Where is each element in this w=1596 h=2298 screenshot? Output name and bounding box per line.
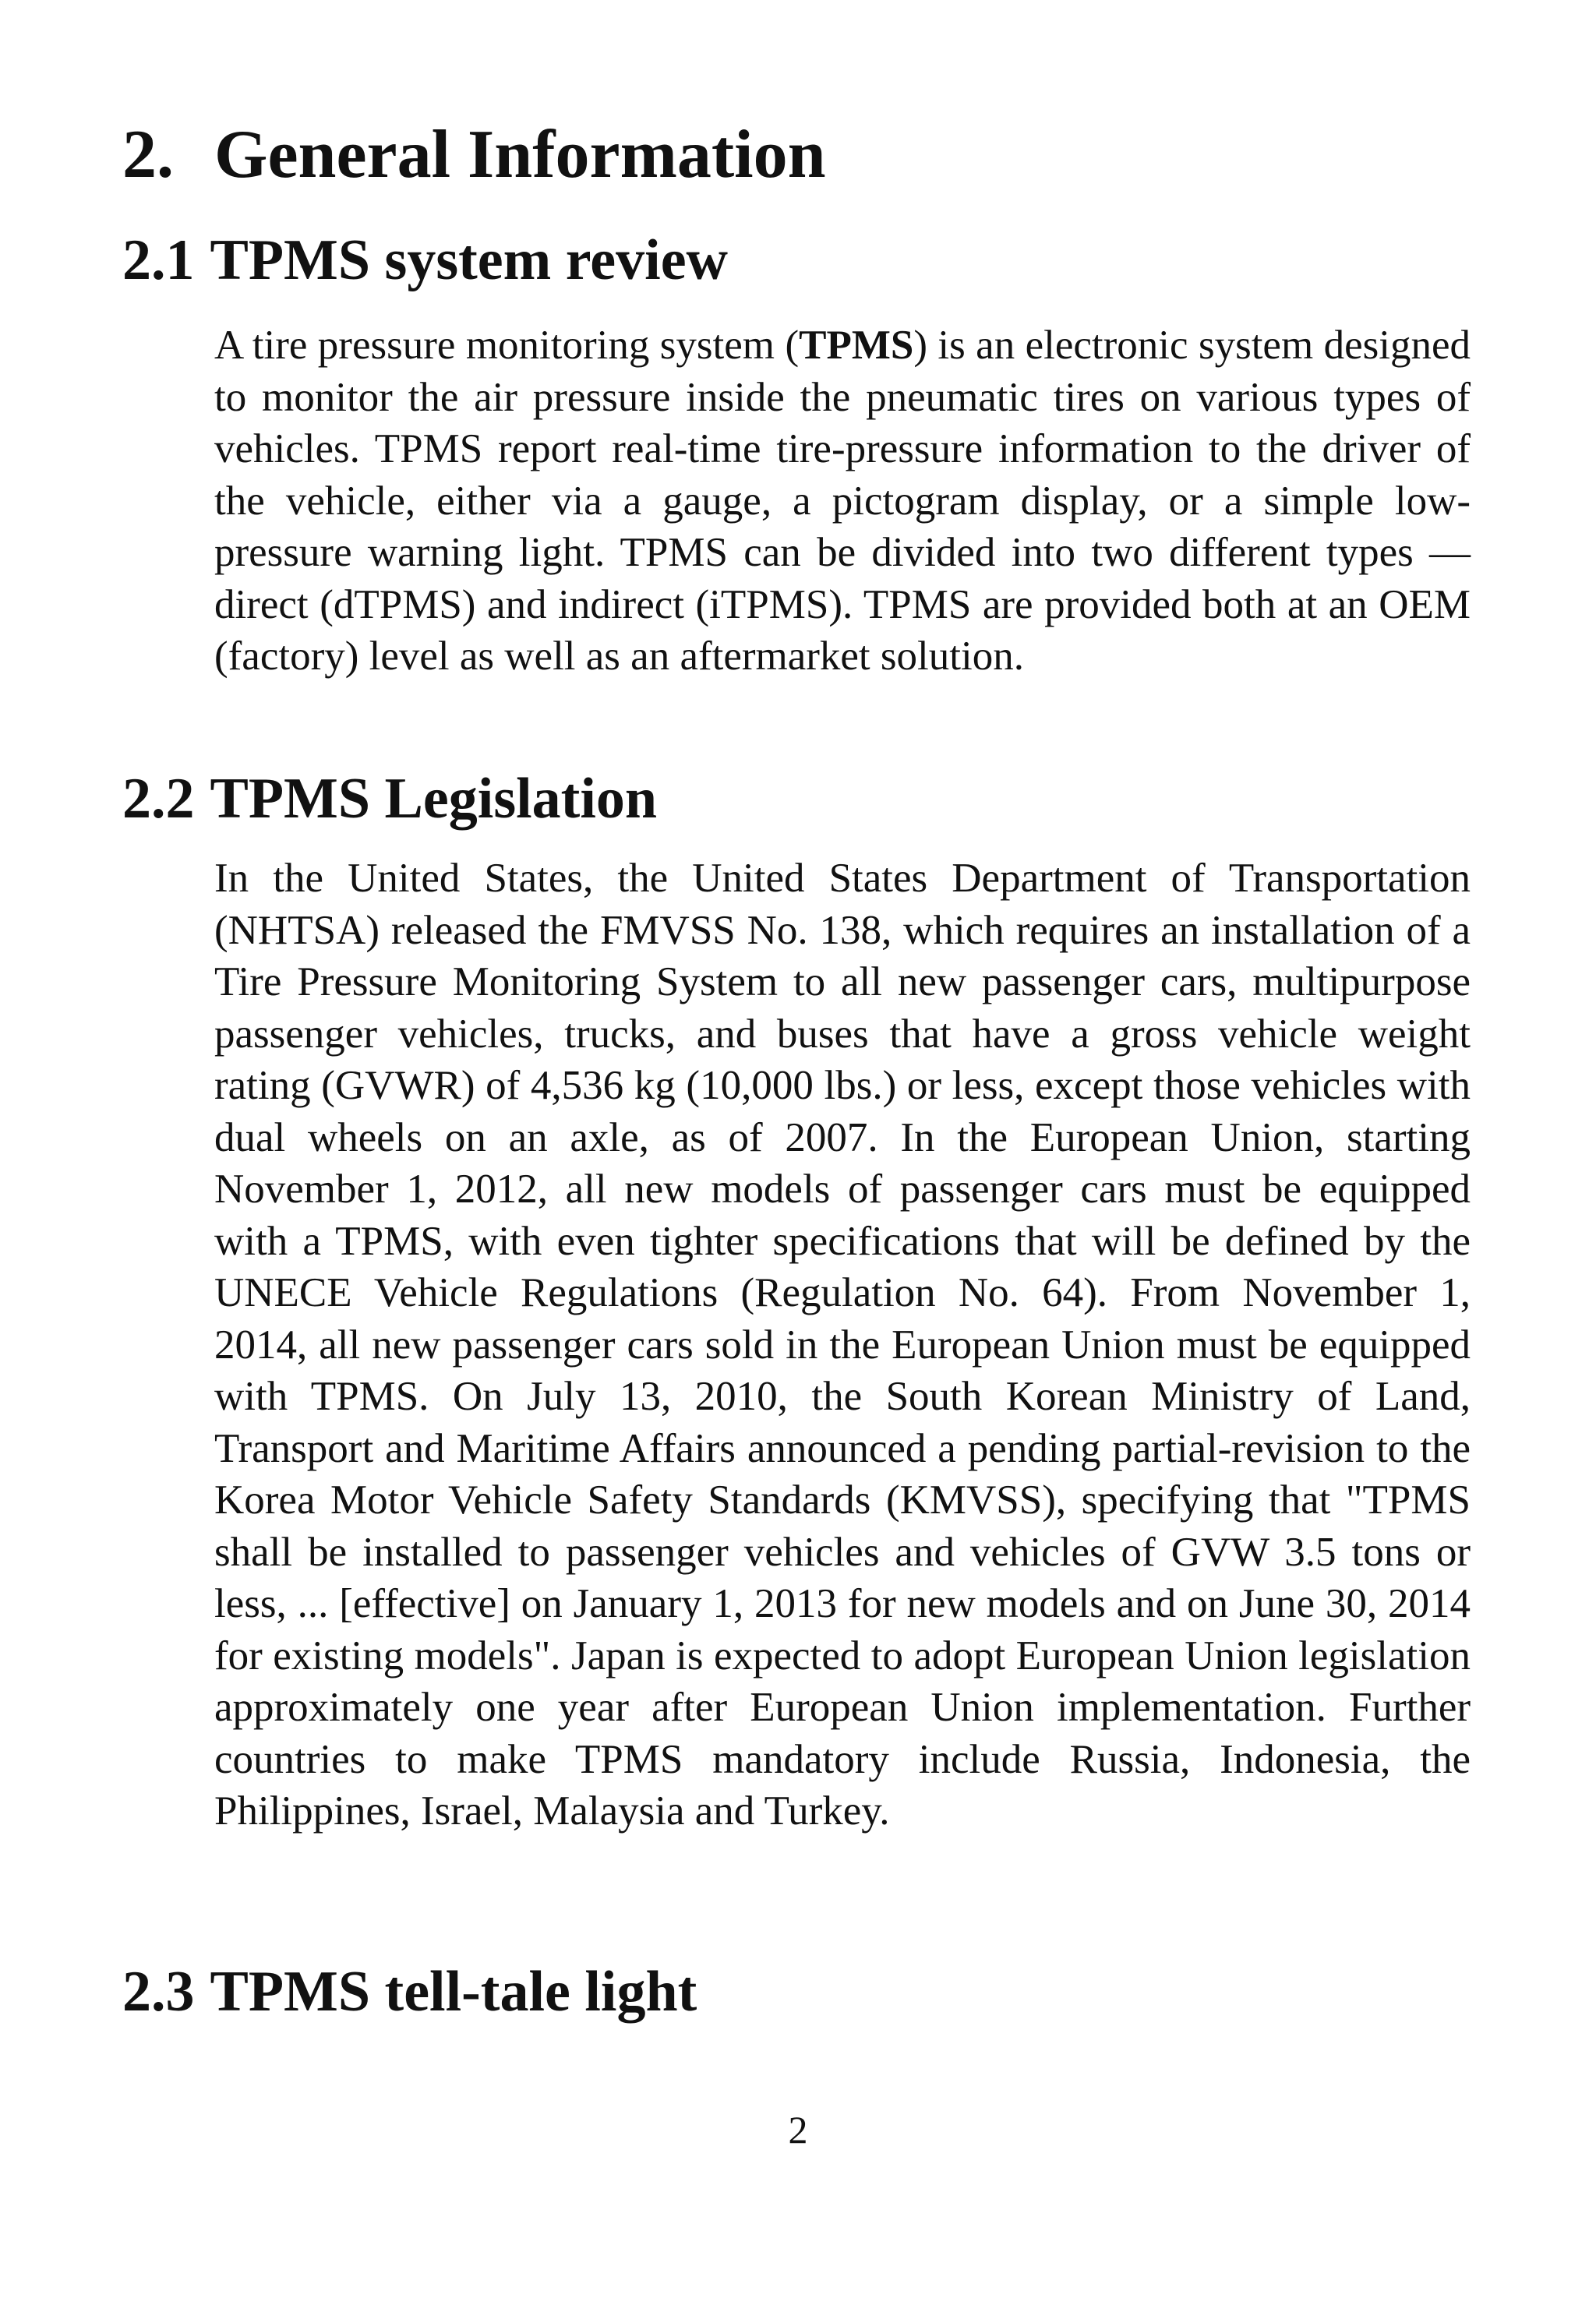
- subsection-heading-2-3: [122, 1960, 697, 2024]
- subsection-title: TPMS system review: [210, 228, 728, 292]
- subsection-number: 2.2: [122, 767, 195, 831]
- paragraph-text: ) is an electronic system designed to monitor the air pressure inside the pneumatic tires on various types of vehicles. TPMS report real-time tire-pressure information to the driver of the vehicle, either via a gauge, a pictogram display, or a simple low-pressure warning light. TPMS can be divided into two different types — direct (dTPMS) and indirect (iTPMS). TPMS are provided both at an OEM (factory) level as well as an aftermarket solution.: [214, 323, 1471, 679]
- subsection-heading-2-2: [122, 767, 658, 831]
- section-number: 2.: [122, 117, 174, 192]
- subsection-number: 2.3: [122, 1960, 195, 2024]
- paragraph-tpms-legislation: In the United States, the United States Department of Transportation (NHTSA) released the FMVSS No. 138, which requires an installation of a Tire Pressure Monitoring System to all new passenger cars, multipurpose passenger vehicles, trucks, and buses that have a gross vehicle weight rating (GVWR) of 4,536 kg (10,000 lbs.) or less, except those vehicles with dual wheels on an axle, as of 2007. In the European Union, starting November 1, 2012, all new models of passenger cars must be equipped with a TPMS, with even tighter specifications that will be defined by the UNECE Vehicle Regulations (Regulation No. 64). From November 1, 2014, all new passenger cars sold in the European Union must be equipped with TPMS. On July 13, 2010, the South Korean Ministry of Land, Transport and Maritime Affairs announced a pending partial-revision to the Korea Motor Vehicle Safety Standards (KMVSS), specifying that "TPMS shall be installed to passenger vehicles and vehicles of GVW 3.5 tons or less, ... [effective] on January 1, 2013 for new models and on June 30, 2014 for existing models". Japan is expected to adopt European Union legislation approximately one year after European Union implementation. Further countries to make TPMS mandatory include Russia, Indonesia, the Philippines, Israel, Malaysia and Turkey.: [214, 856, 1471, 1834]
- tpms-bold-term: TPMS: [799, 323, 914, 368]
- page-number: 2: [788, 2108, 808, 2152]
- subsection-title: TPMS Legislation: [210, 767, 658, 831]
- subsection-number: 2.1: [122, 228, 195, 292]
- section-title: General Information: [214, 117, 826, 192]
- paragraph-text: A tire pressure monitoring system (: [214, 323, 800, 368]
- subsection-heading-2-1: [122, 228, 728, 292]
- section-heading: [122, 117, 826, 192]
- paragraph-tpms-system-review: [214, 319, 1471, 683]
- subsection-title: TPMS tell-tale light: [210, 1960, 697, 2024]
